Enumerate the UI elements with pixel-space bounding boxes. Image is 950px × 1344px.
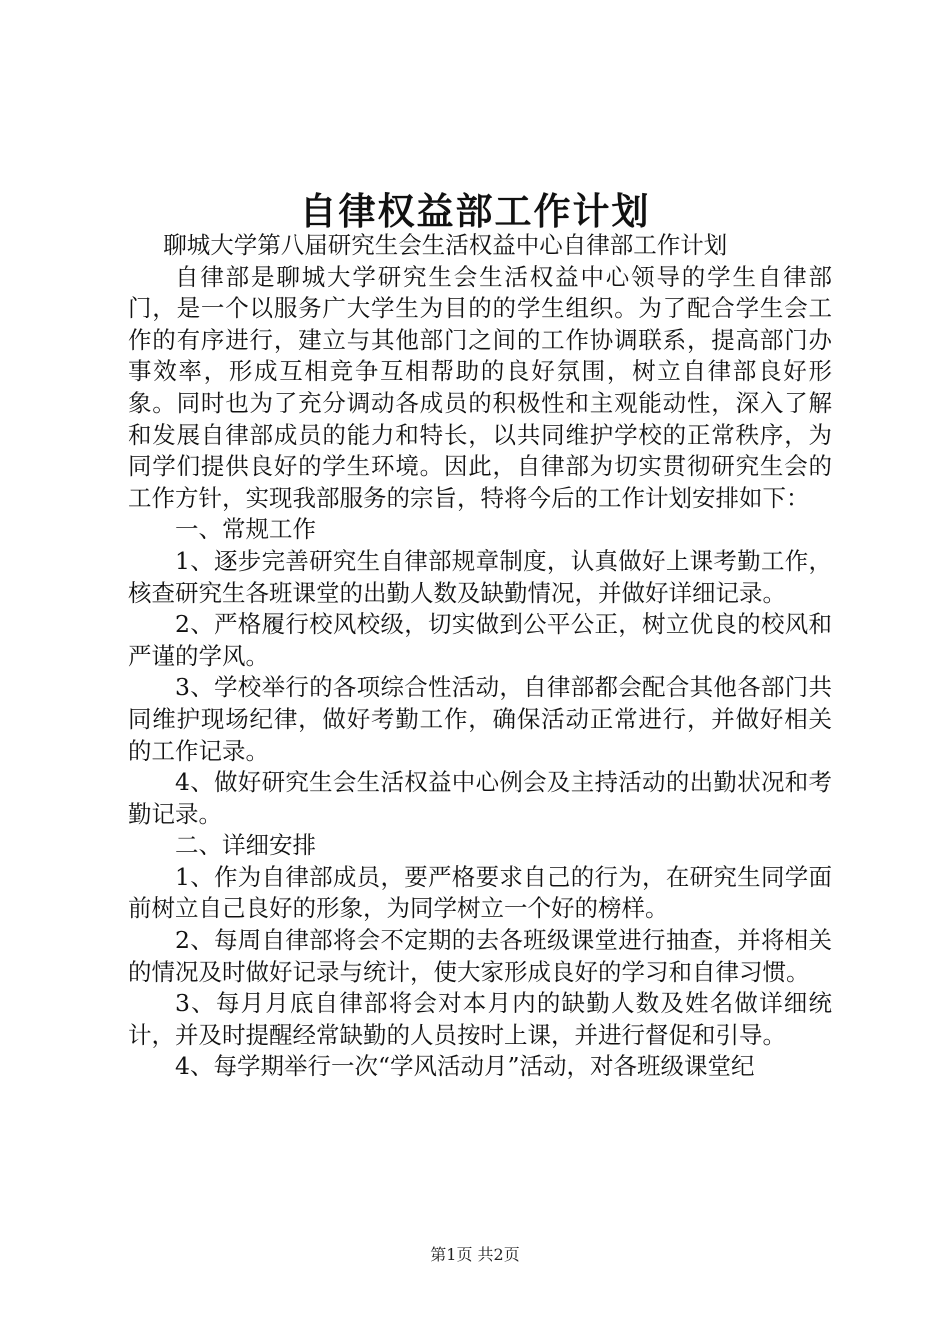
- list-item: 2、每周自律部将会不定期的去各班级课堂进行抽查，并将相关的情况及时做好记录与统计，使大家形成良好的学习和自律习惯。: [128, 926, 832, 986]
- document-body: [128, 230, 832, 1083]
- document-title: 自律权益部工作计划: [299, 189, 651, 233]
- document-subtitle: 聊城大学第八届研究生会生活权益中心自律部工作计划: [163, 231, 728, 259]
- page-footer: 第1页 共2页: [430, 1245, 520, 1264]
- list-item: 3、每月月底自律部将会对本月内的缺勤人数及姓名做详细统计，并及时提醒经常缺勤的人员按时上课，并进行督促和引导。: [128, 989, 832, 1049]
- section-heading-routine-work: 一、常规工作: [175, 515, 316, 544]
- list-item: 2、严格履行校风校级，切实做到公平公正，树立优良的校风和严谨的学风。: [128, 610, 832, 670]
- list-item: 1、逐步完善研究生自律部规章制度，认真做好上课考勤工作，核查研究生各班课堂的出勤人数及缺勤情况，并做好详细记录。: [128, 546, 832, 607]
- list-item: 4、每学期举行一次“学风活动月”活动，对各班级课堂纪: [175, 1052, 755, 1081]
- list-item: 1、作为自律部成员，要严格要求自己的行为，在研究生同学面前树立自己良好的形象，为同学树立一个好的榜样。: [128, 862, 832, 923]
- list-item: 4、做好研究生会生活权益中心例会及主持活动的出勤状况和考勤记录。: [128, 768, 832, 828]
- list-item: 3、学校举行的各项综合性活动，自律部都会配合其他各部门共同维护现场纪律，做好考勤工作，确保活动正常进行，并做好相关的工作记录。: [128, 673, 832, 765]
- intro-paragraph: 自律部是聊城大学研究生会生活权益中心领导的学生自律部门，是一个以服务广大学生为目的的学生组织。为了配合学生会工作的有序进行，建立与其他部门之间的工作协调联系，提高部门办事效率，形成互相竞争互相帮助的良好氛围，树立自律部良好形象。同时也为了充分调动各成员的积极性和主观能动性，深入了解和发展自律部成员的能力和特长，以共同维护学校的正常秩序，为同学们提供良好的学生环境。因此，自律部为切实贯彻研究生会的工作方针，实现我部服务的宗旨，特将今后的工作计划安排如下：: [128, 262, 832, 512]
- section-heading-detailed-arrangement: 二、详细安排: [175, 831, 316, 860]
